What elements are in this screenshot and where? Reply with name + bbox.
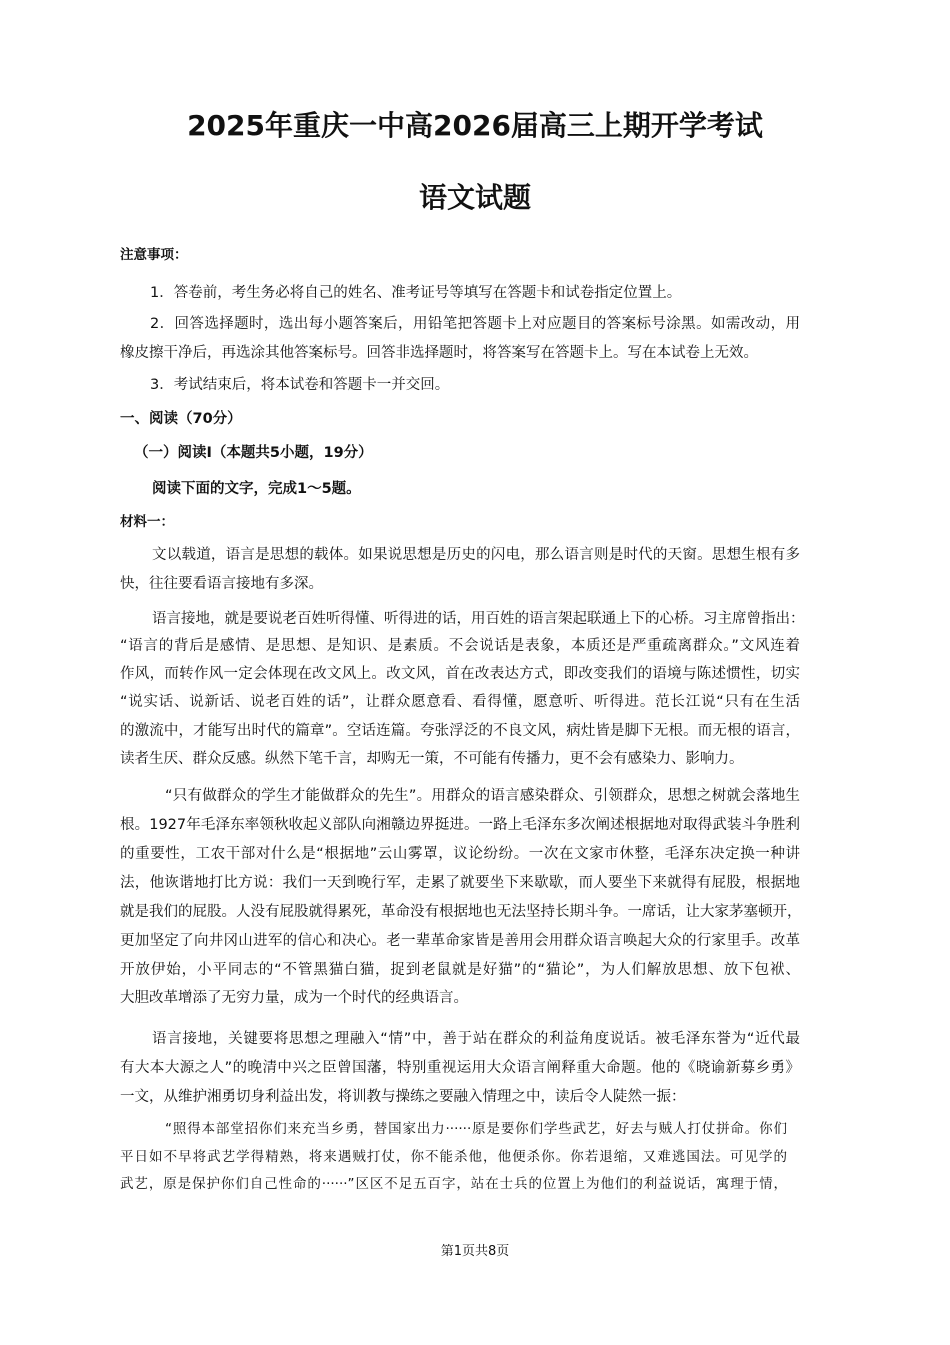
body-line: “说实话、说新话、说老百姓的话”，让群众愿意看、看得懂，愿意听、听得进。范长江说“只有在生活 [120,694,800,710]
body-line: 开放伊始，小平同志的“不管黑猫白猫，捉到老鼠就是好猫”的“猫论”，为人们解放思想、放下包袱、 [120,962,800,978]
section-sub: （一）阅读Ⅰ（本题共5小题，19分） [134,445,373,461]
body-line: 读者生厌、群众反感。纵然下笔千言，却购无一策，不可能有传播力，更不会有感染力、影响力。 [120,751,744,767]
notice-item-2-cont: 橡皮擦干净后，再选涂其他答案标号。回答非选择题时，将答案写在答题卡上。写在本试卷上无效。 [120,345,758,361]
body-line: 大胆改革增添了无穷力量，成为一个时代的经典语言。 [120,990,468,1006]
body-line: 快，往往要看语言接地有多深。 [120,576,323,592]
notice-heading: 注意事项： [120,247,188,263]
body-line: 根。1927年毛泽东率领秋收起义部队向湘赣边界挺进。一路上毛泽东多次阐述根据地对取得武装斗争胜利 [120,817,800,833]
body-line: 作风，而转作风一定会体现在改文风上。改文风，首在改表达方式，即改变我们的语境与陈述惯性，切实 [120,666,800,682]
quote-line: “照得本部堂招你们来充当乡勇，替国家出力······原是要你们学些武艺，好去与贼人打仗拼命。你们 [165,1121,787,1137]
body-line: 语言接地，就是要说老百姓听得懂、听得进的话，用百姓的语言架起联通上下的心桥。习主席曾指出： [152,611,805,627]
body-line: 有大本大源之人”的晚清中兴之臣曾国藩，特别重视运用大众语言阐释重大命题。他的《晓谕新募乡勇》 [120,1060,800,1076]
body-line: 一文，从维护湘勇切身利益出发，将训教与操练之要融入情理之中，读后令人陡然一振： [120,1089,686,1105]
body-line: 就是我们的屁股。人没有屁股就得累死，革命没有根据地也无法坚持长期斗争。一席话，让大家茅塞顿开， [120,904,802,920]
material-label: 材料一： [120,514,174,530]
notice-item-2: 2．回答选择题时，选出每小题答案后，用铅笔把答题卡上对应题目的答案标号涂黑。如需改动，用 [150,316,800,332]
page-number: 第1页共8页 [440,1244,510,1259]
body-line: 的激流中，才能写出时代的篇章”。空话连篇。夸张浮泛的不良文风，病灶皆是脚下无根。而无根的语言， [120,723,800,739]
page-subtitle: 语文试题 [418,181,531,214]
notice-item-1: 1．答卷前，考生务必将自己的姓名、准考证号等填写在答题卡和试卷指定位置上。 [150,285,682,301]
page-title: 2025年重庆一中高2026届高三上期开学考试 [187,109,763,142]
body-line: 更加坚定了向井冈山进军的信心和决心。老一辈革命家皆是善用会用群众语言唤起大众的行家里手。改革 [120,933,800,949]
section-title: 一、阅读（70分） [120,411,242,427]
section-instruction: 阅读下面的文字，完成1～5题。 [152,481,361,497]
quote-line: 平日如不早将武艺学得精熟，将来遇贼打仗，你不能杀他，他便杀你。你若退缩，又难逃国法。可见学的 [120,1149,787,1165]
body-line: 语言接地，关键要将思想之理融入“情”中，善于站在群众的利益角度说话。被毛泽东誉为“近代最 [152,1031,800,1047]
body-line: “只有做群众的学生才能做群众的先生”。用群众的语言感染群众、引领群众，思想之树就会落地生 [165,788,800,804]
quote-line: 武艺，原是保护你们自己性命的······”区区不足五百字，站在士兵的位置上为他们的利益说话，寓理于情， [120,1176,787,1192]
notice-item-3: 3．考试结束后，将本试卷和答题卡一并交回。 [150,377,450,393]
body-line: 文以载道，语言是思想的载体。如果说思想是历史的闪电，那么语言则是时代的天窗。思想生根有多 [152,547,800,563]
body-line: 法，他诙谐地打比方说：我们一天到晚行军，走累了就要坐下来歇歇，而人要坐下来就得有屁股，根据地 [120,875,800,891]
body-line: 的重要性，工农干部对什么是“根据地”云山雾罩，议论纷纷。一次在文家市休整，毛泽东决定换一种讲 [120,846,800,862]
body-line: “语言的背后是感情、是思想、是知识、是素质。不会说话是表象，本质还是严重疏离群众。”文风连着 [120,638,800,654]
